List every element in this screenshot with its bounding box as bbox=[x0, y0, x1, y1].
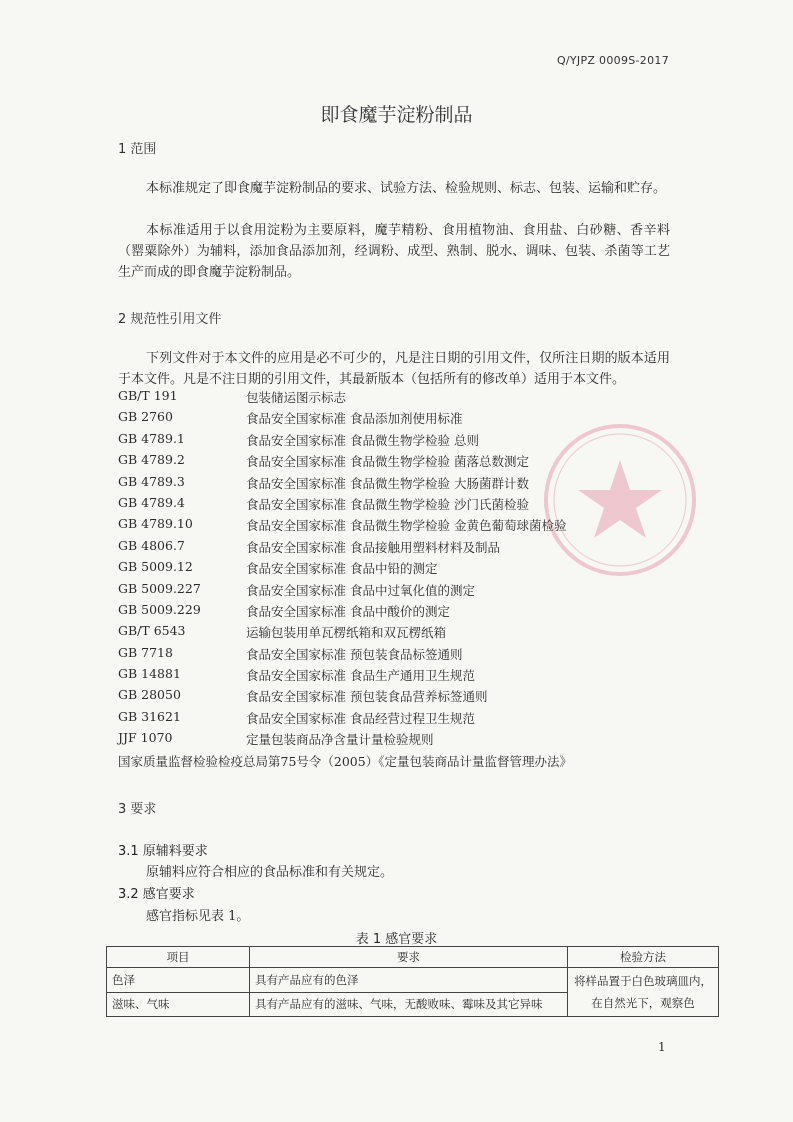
reference-code: GB 28050 bbox=[118, 687, 181, 703]
reference-title: 定量包装商品净含量计量检验规则 bbox=[246, 732, 434, 748]
table-header: 检验方法 bbox=[568, 947, 719, 968]
section-1-para-2: 本标准适用于以食用淀粉为主要原料，魔芋精粉、食用植物油、食用盐、白砂糖、香辛料（罂粟除外）为辅料，添加食品添加剂，经调粉、成型、熟制、脱水、调味、包装、杀菌等工艺生产而成的即食魔芋淀粉制品。 bbox=[118, 223, 670, 280]
reference-title: 食品安全国家标准 食品微生物学检验 菌落总数测定 bbox=[246, 454, 529, 470]
reference-title: 食品安全国家标准 食品生产通用卫生规范 bbox=[246, 668, 475, 684]
sensory-table bbox=[106, 946, 719, 1017]
section-3-1-heading: 3.1 原辅料要求 bbox=[118, 844, 208, 859]
page-number: 1 bbox=[658, 1040, 666, 1054]
reference-title: 食品安全国家标准 预包装食品营养标签通则 bbox=[246, 689, 488, 705]
reference-title: 运输包装用单瓦楞纸箱和双瓦楞纸箱 bbox=[246, 625, 447, 641]
table-header: 项目 bbox=[107, 947, 250, 968]
table-cell-req: 具有产品应有的色泽 bbox=[250, 968, 568, 993]
section-2-intro: 下列文件对于本文件的应用是必不可少的，凡是注日期的引用文件，仅所注日期的版本适用于本文件。凡是不注日期的引用文件，其最新版本（包括所有的修改单）适用于本文件。 bbox=[118, 351, 670, 387]
reference-code: GB 31621 bbox=[118, 708, 181, 724]
reference-code: GB/T 6543 bbox=[118, 623, 186, 639]
reference-code: GB 14881 bbox=[118, 666, 181, 682]
table-cell-item: 滋味、气味 bbox=[107, 992, 250, 1017]
reference-code: GB 4789.3 bbox=[118, 473, 185, 489]
reference-title: 食品安全国家标准 食品中铅的测定 bbox=[246, 561, 438, 577]
reference-title: 食品安全国家标准 食品微生物学检验 总则 bbox=[246, 432, 479, 448]
page-title: 即食魔芋淀粉制品 bbox=[320, 104, 473, 126]
reference-title: 食品安全国家标准 食品中过氧化值的测定 bbox=[246, 582, 475, 598]
reference-item bbox=[118, 730, 678, 751]
reference-code: GB 7718 bbox=[118, 644, 173, 660]
table-caption: 表 1 感官要求 bbox=[355, 932, 438, 947]
table-row bbox=[107, 968, 719, 993]
table-cell-method: 将样品置于白色玻璃皿内，在自然光下，观察色 bbox=[568, 968, 719, 1017]
reference-item bbox=[118, 452, 678, 473]
reference-code: JJF 1070 bbox=[118, 730, 173, 746]
section-3-heading: 3 要求 bbox=[118, 802, 157, 817]
section-3-1-text: 原辅料应符合相应的食品标准和有关规定。 bbox=[146, 865, 394, 880]
section-1-para-1: 本标准规定了即食魔芋淀粉制品的要求、试验方法、检验规则、标志、包装、运输和贮存。 bbox=[146, 181, 667, 196]
reference-item bbox=[118, 474, 678, 495]
reference-code: GB 4789.1 bbox=[118, 430, 185, 446]
reference-item bbox=[118, 666, 678, 687]
reference-code: GB 4789.10 bbox=[118, 516, 193, 532]
reference-code: GB 5009.227 bbox=[118, 580, 201, 596]
reference-title: 食品安全国家标准 食品接触用塑料材料及制品 bbox=[246, 539, 500, 555]
reference-item bbox=[118, 645, 678, 666]
reference-title: 食品安全国家标准 食品微生物学检验 金黄色葡萄球菌检验 bbox=[246, 518, 567, 534]
reference-title: 食品安全国家标准 食品中酸价的测定 bbox=[246, 603, 450, 619]
reference-item bbox=[118, 623, 678, 644]
reference-item bbox=[118, 687, 678, 708]
section-3-2-text: 感官指标见表 1。 bbox=[146, 909, 250, 924]
reference-code: GB 4806.7 bbox=[118, 537, 185, 553]
section-3-2-heading: 3.2 感官要求 bbox=[118, 887, 195, 902]
table-header-row bbox=[107, 947, 719, 968]
table-cell-req: 具有产品应有的滋味、气味，无酸败味、霉味及其它异味 bbox=[250, 992, 568, 1017]
reference-title: 食品安全国家标准 食品经营过程卫生规范 bbox=[246, 710, 475, 726]
reference-item bbox=[118, 388, 678, 409]
table-header: 要求 bbox=[250, 947, 568, 968]
reference-item bbox=[118, 538, 678, 559]
reference-code: GB 2760 bbox=[118, 409, 173, 425]
table-cell-item: 色泽 bbox=[107, 968, 250, 993]
reference-item bbox=[118, 495, 678, 516]
reference-item bbox=[118, 602, 678, 623]
standard-code: Q/YJPZ 0009S-2017 bbox=[556, 54, 669, 67]
reference-code: GB 4789.4 bbox=[118, 494, 185, 510]
section-2-heading: 2 规范性引用文件 bbox=[118, 312, 222, 327]
reference-code: GB 5009.12 bbox=[118, 559, 193, 575]
reference-title: 食品安全国家标准 食品添加剂使用标准 bbox=[246, 411, 463, 427]
reference-title: 食品安全国家标准 食品微生物学检验 沙门氏菌检验 bbox=[246, 496, 529, 512]
reference-regulation: 国家质量监督检验检疫总局第75号令（2005）《定量包装商品计量监督管理办法》 bbox=[118, 753, 572, 769]
reference-code: GB/T 191 bbox=[118, 388, 178, 403]
reference-code: GB 5009.229 bbox=[118, 601, 201, 617]
section-1-heading: 1 范围 bbox=[118, 142, 157, 157]
reference-title: 食品安全国家标准 食品微生物学检验 大肠菌群计数 bbox=[246, 475, 529, 491]
reference-list bbox=[118, 388, 678, 773]
reference-item bbox=[118, 559, 678, 580]
reference-title: 包装储运图示标志 bbox=[246, 390, 347, 405]
reference-item bbox=[118, 516, 678, 537]
reference-item bbox=[118, 431, 678, 452]
reference-item bbox=[118, 581, 678, 602]
reference-title: 食品安全国家标准 预包装食品标签通则 bbox=[246, 646, 463, 662]
reference-item bbox=[118, 709, 678, 730]
reference-code: GB 4789.2 bbox=[118, 452, 185, 468]
reference-item bbox=[118, 409, 678, 430]
reference-item bbox=[118, 752, 678, 773]
